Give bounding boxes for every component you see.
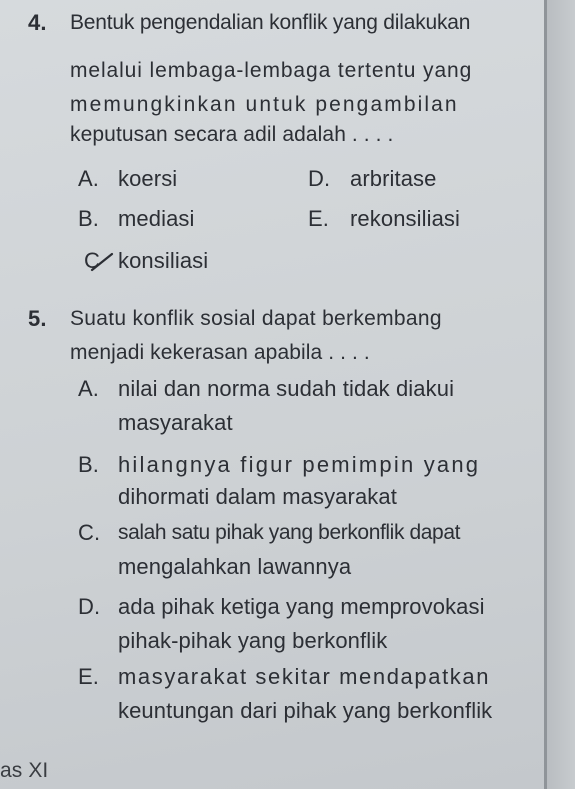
q4-stem-line-4: keputusan secara adil adalah . . . . <box>70 123 394 146</box>
page-footer-fragment: as XI <box>0 759 49 782</box>
q4-option-b-text: mediasi <box>118 206 195 231</box>
q5-option-e-letter: E. <box>78 664 99 689</box>
adjacent-page-edge <box>547 0 575 789</box>
q5-option-b-line-2: dihormati dalam masyarakat <box>118 484 397 509</box>
q5-option-c-line-1: salah satu pihak yang berkonflik dapat <box>118 521 461 544</box>
q4-option-d-text: arbritase <box>350 166 437 191</box>
q4-option-e-letter: E. <box>308 206 329 231</box>
q4-option-c-text: konsiliasi <box>118 248 209 273</box>
q5-option-b-line-1: hilangnya figur pemimpin yang <box>118 452 481 477</box>
q5-option-a-line-2: masyarakat <box>118 410 233 435</box>
q5-option-e-line-2: keuntungan dari pihak yang berkonflik <box>118 698 493 723</box>
q5-number: 5. <box>28 306 47 331</box>
q4-stem-line-2: melalui lembaga-lembaga tertentu yang <box>70 59 473 82</box>
q5-option-c-letter: C. <box>78 520 101 545</box>
q5-option-a-letter: A. <box>78 376 99 401</box>
q5-stem-line-1: Suatu konflik sosial dapat berkembang <box>70 307 442 330</box>
pen-strike-mark <box>82 250 116 272</box>
q4-number: 4. <box>28 10 47 35</box>
q4-stem-line-1: Bentuk pengendalian konflik yang dilakukan <box>70 11 471 34</box>
q4-option-e-text: rekonsiliasi <box>350 206 461 231</box>
q5-option-d-line-2: pihak-pihak yang berkonflik <box>118 628 388 653</box>
q5-option-a-line-1: nilai dan norma sudah tidak diakui <box>118 376 455 401</box>
q4-option-a-text: koersi <box>118 166 178 191</box>
q4-option-b-letter: B. <box>78 206 99 231</box>
q4-option-d-letter: D. <box>308 166 331 191</box>
q4-option-c-letter: C <box>84 248 100 273</box>
q5-option-d-line-1: ada pihak ketiga yang memprovokasi <box>118 594 485 619</box>
q5-stem-line-2: menjadi kekerasan apabila . . . . <box>70 341 370 364</box>
q4-option-a-letter: A. <box>78 166 99 191</box>
q5-option-b-letter: B. <box>78 452 99 477</box>
q4-stem-line-3: memungkinkan untuk pengambilan <box>70 93 459 116</box>
q5-option-d-letter: D. <box>78 594 101 619</box>
q5-option-e-line-1: masyarakat sekitar mendapatkan <box>118 664 491 689</box>
q5-option-c-line-2: mengalahkan lawannya <box>118 554 352 579</box>
